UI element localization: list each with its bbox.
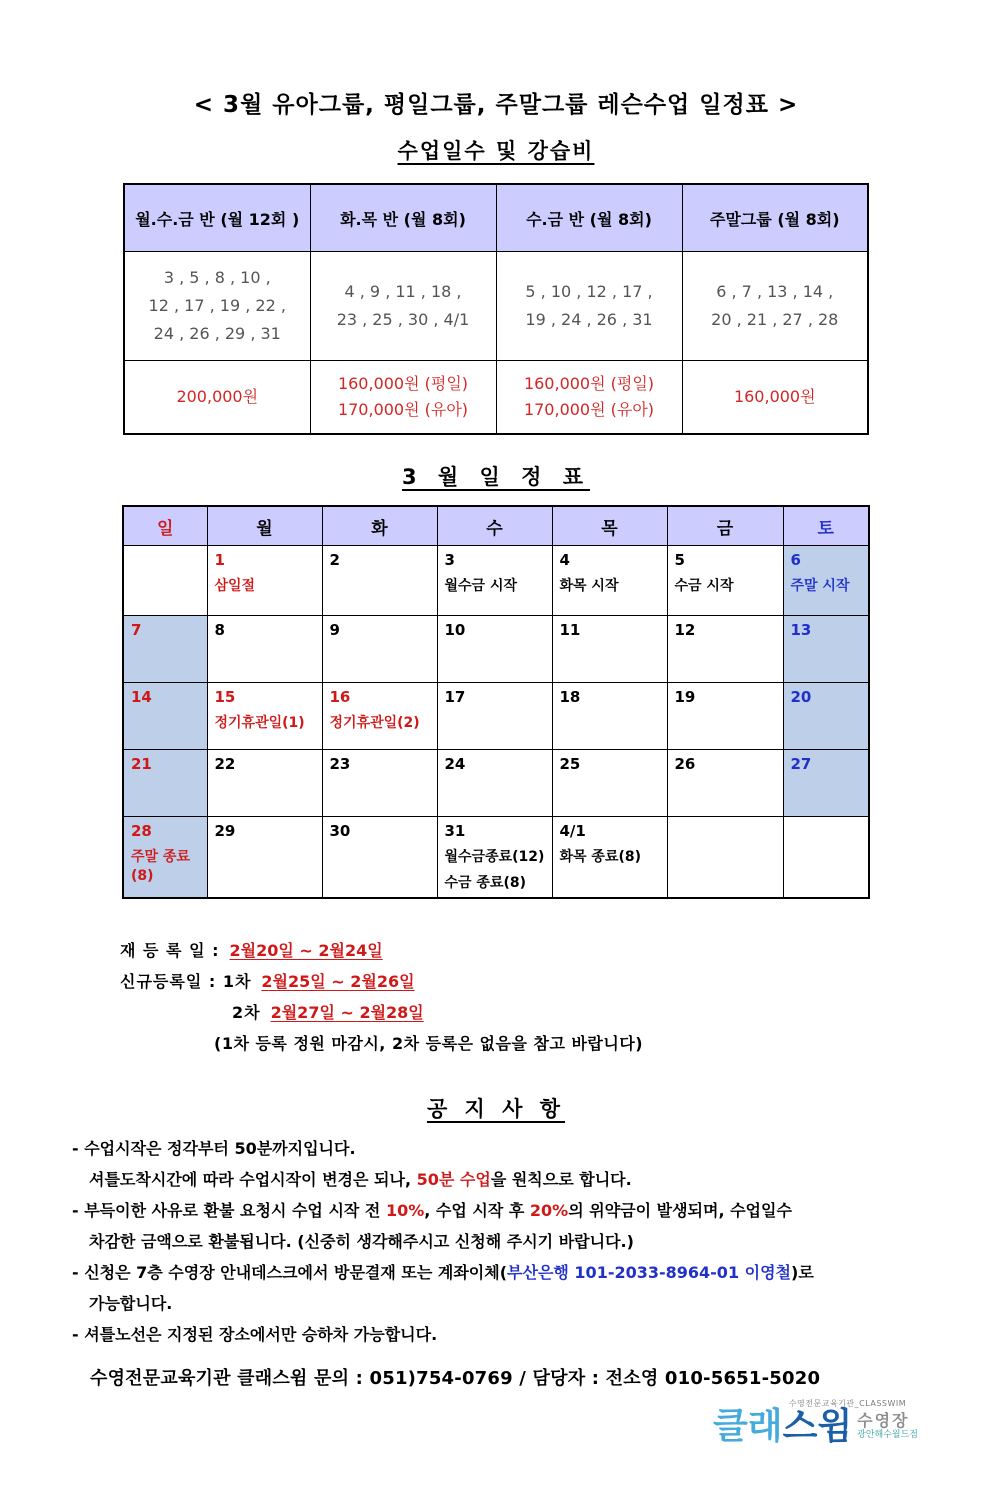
calendar-day-number: 28 <box>131 822 152 840</box>
fee-price-cell <box>310 361 496 435</box>
fee-days-line: 19 , 24 , 26 , 31 <box>525 310 653 329</box>
notice-text-segment: 차감한 금액으로 환불됩니다. (신중히 생각해주시고 신청해 주시기 바랍니다.) <box>89 1232 634 1251</box>
calendar-cell <box>552 546 667 616</box>
calendar-day-number: 25 <box>559 755 581 773</box>
fee-days-cell <box>496 252 682 361</box>
calendar-week-row <box>123 750 869 817</box>
calendar-cell <box>783 817 869 899</box>
calendar-cell <box>322 683 437 750</box>
calendar-day-number: 2 <box>329 551 340 569</box>
calendar-day-header: 토 <box>783 506 869 546</box>
page-title: < 3월 유아그룹, 평일그룹, 주말그룹 레슨수업 일정표 > <box>193 92 799 118</box>
calendar-day-number: 13 <box>790 621 812 639</box>
calendar-cell <box>123 616 207 683</box>
calendar-cell <box>207 750 322 817</box>
fee-price-line: 170,000원 (유아) <box>337 400 469 419</box>
logo-small-caption: 수영전문교육기관_CLASSWIM <box>788 1399 907 1408</box>
notice-item <box>72 1164 992 1195</box>
calendar-day-number: 27 <box>790 755 812 773</box>
notice-item <box>72 1288 992 1319</box>
fee-days-line: 6 , 7 , 13 , 14 , <box>716 282 834 301</box>
calendar-day-number: 29 <box>214 822 236 840</box>
fee-header-cell: 월.수.금 반 (월 12회 ) <box>124 184 310 252</box>
fee-header-cell: 화.목 반 (월 8회) <box>310 184 496 252</box>
calendar-day-number: 15 <box>214 688 236 706</box>
notice-text-segment: 을 원칙으로 합니다. <box>490 1170 632 1189</box>
calendar-note: 수금 종료(8) <box>444 875 527 891</box>
fee-section-title <box>0 135 992 165</box>
fee-days-cell <box>682 252 868 361</box>
notice-list <box>72 1133 992 1350</box>
calendar-table <box>122 505 870 899</box>
notice-item <box>72 1133 992 1164</box>
notice-text-segment: 부산은행 101-2033-8964-01 이영철 <box>507 1263 792 1282</box>
calendar-note: 주말 종료(8) <box>131 849 190 884</box>
fee-days-line: 3 , 5 , 8 , 10 , <box>163 268 271 287</box>
calendar-week-row <box>123 683 869 750</box>
calendar-cell <box>783 683 869 750</box>
calendar-day-number: 19 <box>674 688 696 706</box>
calendar-cell <box>322 546 437 616</box>
fee-price-cell <box>124 361 310 435</box>
calendar-cell <box>783 750 869 817</box>
calendar-day-number: 18 <box>559 688 581 706</box>
reregistration-label: 재 등 록 일 : <box>120 941 220 960</box>
fee-days-row <box>124 252 868 361</box>
calendar-cell <box>322 616 437 683</box>
calendar-cell <box>437 683 552 750</box>
notice-text-segment: 의 위약금이 발생되며, 수업일수 <box>568 1201 792 1220</box>
calendar-day-number: 26 <box>674 755 696 773</box>
fee-price-row <box>124 361 868 435</box>
calendar-day-number: 22 <box>214 755 236 773</box>
calendar-note: 정기휴관일(1) <box>214 715 305 731</box>
calendar-note: 월수금 시작 <box>444 578 517 594</box>
logo-wordmark-dark: 스윔 <box>782 1406 853 1447</box>
notice-item <box>72 1226 992 1257</box>
calendar-day-number: 8 <box>214 621 225 639</box>
calendar-cell <box>123 683 207 750</box>
calendar-cell <box>667 750 783 817</box>
calendar-title-text: 3 월 일 정 표 <box>402 465 590 489</box>
notice-text-segment: , 수업 시작 후 <box>424 1201 530 1220</box>
calendar-day-header: 화 <box>322 506 437 546</box>
registration-note: (1차 등록 정원 마감시, 2차 등록은 없음을 참고 바랍니다) <box>214 1034 644 1053</box>
logo-wordmark-light: 클래 <box>713 1406 783 1447</box>
calendar-day-number: 4 <box>559 551 570 569</box>
notice-text-segment: 20% <box>529 1201 569 1220</box>
fee-price-line: 160,000원 (평일) <box>337 374 469 393</box>
calendar-cell <box>207 616 322 683</box>
calendar-day-number: 24 <box>444 755 466 773</box>
fee-days-line: 12 , 17 , 19 , 22 , <box>148 296 286 315</box>
new-registration-dates-2: 2월27일 ~ 2월28일 <box>270 1003 424 1022</box>
calendar-day-number: 10 <box>444 621 466 639</box>
calendar-cell <box>552 616 667 683</box>
calendar-day-number: 9 <box>329 621 340 639</box>
calendar-cell <box>207 817 322 899</box>
new-registration-label: 신규등록일 : 1차 <box>120 972 252 991</box>
calendar-day-number: 23 <box>329 755 351 773</box>
reregistration-line <box>120 935 992 966</box>
calendar-cell <box>783 546 869 616</box>
fee-price-line: 170,000원 (유아) <box>523 400 655 419</box>
calendar-cell <box>437 750 552 817</box>
fee-header-row <box>124 184 868 252</box>
registration-block <box>120 935 992 1059</box>
fee-price-cell <box>496 361 682 435</box>
calendar-cell <box>207 683 322 750</box>
calendar-note: 삼일절 <box>214 578 256 594</box>
calendar-note: 월수금종료(12) <box>444 849 545 865</box>
calendar-cell <box>437 817 552 899</box>
logo-branch-label: 광안해수월드점 <box>857 1430 918 1440</box>
calendar-title <box>0 461 992 491</box>
fee-days-line: 23 , 25 , 30 , 4/1 <box>336 310 470 329</box>
notice-text-segment: )로 <box>791 1263 814 1282</box>
calendar-note: 주말 시작 <box>790 578 850 594</box>
notice-text-segment: 셔틀도착시간에 따라 수업시작이 변경은 되나, <box>89 1170 417 1189</box>
calendar-cell <box>552 817 667 899</box>
calendar-cell <box>667 616 783 683</box>
fee-price-cell <box>682 361 868 435</box>
calendar-note: 정기휴관일(2) <box>329 715 420 731</box>
calendar-note: 화목 종료(8) <box>559 849 642 865</box>
calendar-week-row <box>123 546 869 616</box>
notice-text-segment: - 신청은 7층 수영장 안내데스크에서 방문결재 또는 계좌이체( <box>72 1263 508 1282</box>
notice-text-segment: - 셔틀노선은 지정된 장소에서만 승하차 가능합니다. <box>72 1325 438 1344</box>
calendar-day-header: 수 <box>437 506 552 546</box>
logo-pool-label: 수영장 <box>857 1411 910 1430</box>
notice-item <box>72 1319 992 1350</box>
calendar-note: 화목 시작 <box>559 578 619 594</box>
notice-text-segment: - 수업시작은 정각부터 50분까지입니다. <box>72 1139 356 1158</box>
calendar-day-number: 4/1 <box>559 822 586 840</box>
reregistration-dates: 2월20일 ~ 2월24일 <box>229 941 383 960</box>
calendar-day-number: 16 <box>329 688 351 706</box>
new-registration-label-2: 2차 <box>232 1003 261 1022</box>
fee-price-line: 200,000원 <box>176 387 259 406</box>
calendar-day-header: 금 <box>667 506 783 546</box>
contact-line: 수영전문교육기관 클래스윔 문의 : 051)754-0769 / 담당자 : 전소영 010-5651-5020 <box>90 1368 821 1389</box>
calendar-day-number: 11 <box>559 621 581 639</box>
calendar-day-header: 일 <box>123 506 207 546</box>
calendar-cell <box>667 817 783 899</box>
notice-text-segment: 50분 수업 <box>416 1170 491 1189</box>
fee-days-cell <box>310 252 496 361</box>
new-registration-line-2 <box>120 997 992 1028</box>
calendar-cell <box>207 546 322 616</box>
fee-section-title-text: 수업일수 및 강습비 <box>397 139 595 163</box>
calendar-day-number: 20 <box>790 688 812 706</box>
calendar-day-number: 30 <box>329 822 351 840</box>
calendar-cell <box>123 750 207 817</box>
calendar-day-header: 월 <box>207 506 322 546</box>
notice-text-segment: - 부득이한 사유로 환불 요청시 수업 시작 전 <box>72 1201 386 1220</box>
notice-section-title-text: 공 지 사 항 <box>426 1097 566 1121</box>
calendar-cell <box>552 683 667 750</box>
fee-header-cell: 주말그룹 (월 8회) <box>682 184 868 252</box>
notice-item <box>72 1195 992 1226</box>
calendar-cell <box>437 546 552 616</box>
fee-days-line: 5 , 10 , 12 , 17 , <box>525 282 653 301</box>
calendar-day-number: 6 <box>790 551 801 569</box>
calendar-cell <box>667 546 783 616</box>
calendar-header-row <box>123 506 869 546</box>
fee-price-line: 160,000원 <box>733 387 816 406</box>
calendar-day-number: 5 <box>674 551 685 569</box>
calendar-cell <box>123 546 207 616</box>
fee-table <box>123 183 869 435</box>
calendar-day-number: 14 <box>131 688 152 706</box>
notice-text-segment: 가능합니다. <box>89 1294 173 1313</box>
fee-days-cell <box>124 252 310 361</box>
calendar-day-number: 17 <box>444 688 466 706</box>
calendar-week-row <box>123 817 869 899</box>
calendar-cell <box>322 750 437 817</box>
calendar-day-number: 7 <box>131 621 142 639</box>
notice-section-title <box>0 1093 992 1123</box>
calendar-cell <box>783 616 869 683</box>
calendar-cell <box>437 616 552 683</box>
calendar-note: 수금 시작 <box>674 578 734 594</box>
calendar-day-number: 12 <box>674 621 696 639</box>
fee-header-cell: 수.금 반 (월 8회) <box>496 184 682 252</box>
calendar-day-number: 3 <box>444 551 455 569</box>
notice-item <box>72 1257 992 1288</box>
fee-days-line: 4 , 9 , 11 , 18 , <box>344 282 462 301</box>
calendar-day-number: 31 <box>444 822 466 840</box>
fee-price-line: 160,000원 (평일) <box>523 374 655 393</box>
calendar-week-row <box>123 616 869 683</box>
calendar-cell <box>123 817 207 899</box>
fee-days-line: 20 , 21 , 27 , 28 <box>711 310 839 329</box>
fee-days-line: 24 , 26 , 29 , 31 <box>153 324 281 343</box>
calendar-day-number: 21 <box>131 755 152 773</box>
notice-text-segment: 10% <box>385 1201 425 1220</box>
calendar-day-number: 1 <box>214 551 225 569</box>
calendar-cell <box>322 817 437 899</box>
calendar-cell <box>667 683 783 750</box>
classwim-logo <box>713 1398 948 1445</box>
calendar-cell <box>552 750 667 817</box>
new-registration-line-1 <box>120 966 992 997</box>
new-registration-dates-1: 2월25일 ~ 2월26일 <box>261 972 415 991</box>
calendar-day-header: 목 <box>552 506 667 546</box>
